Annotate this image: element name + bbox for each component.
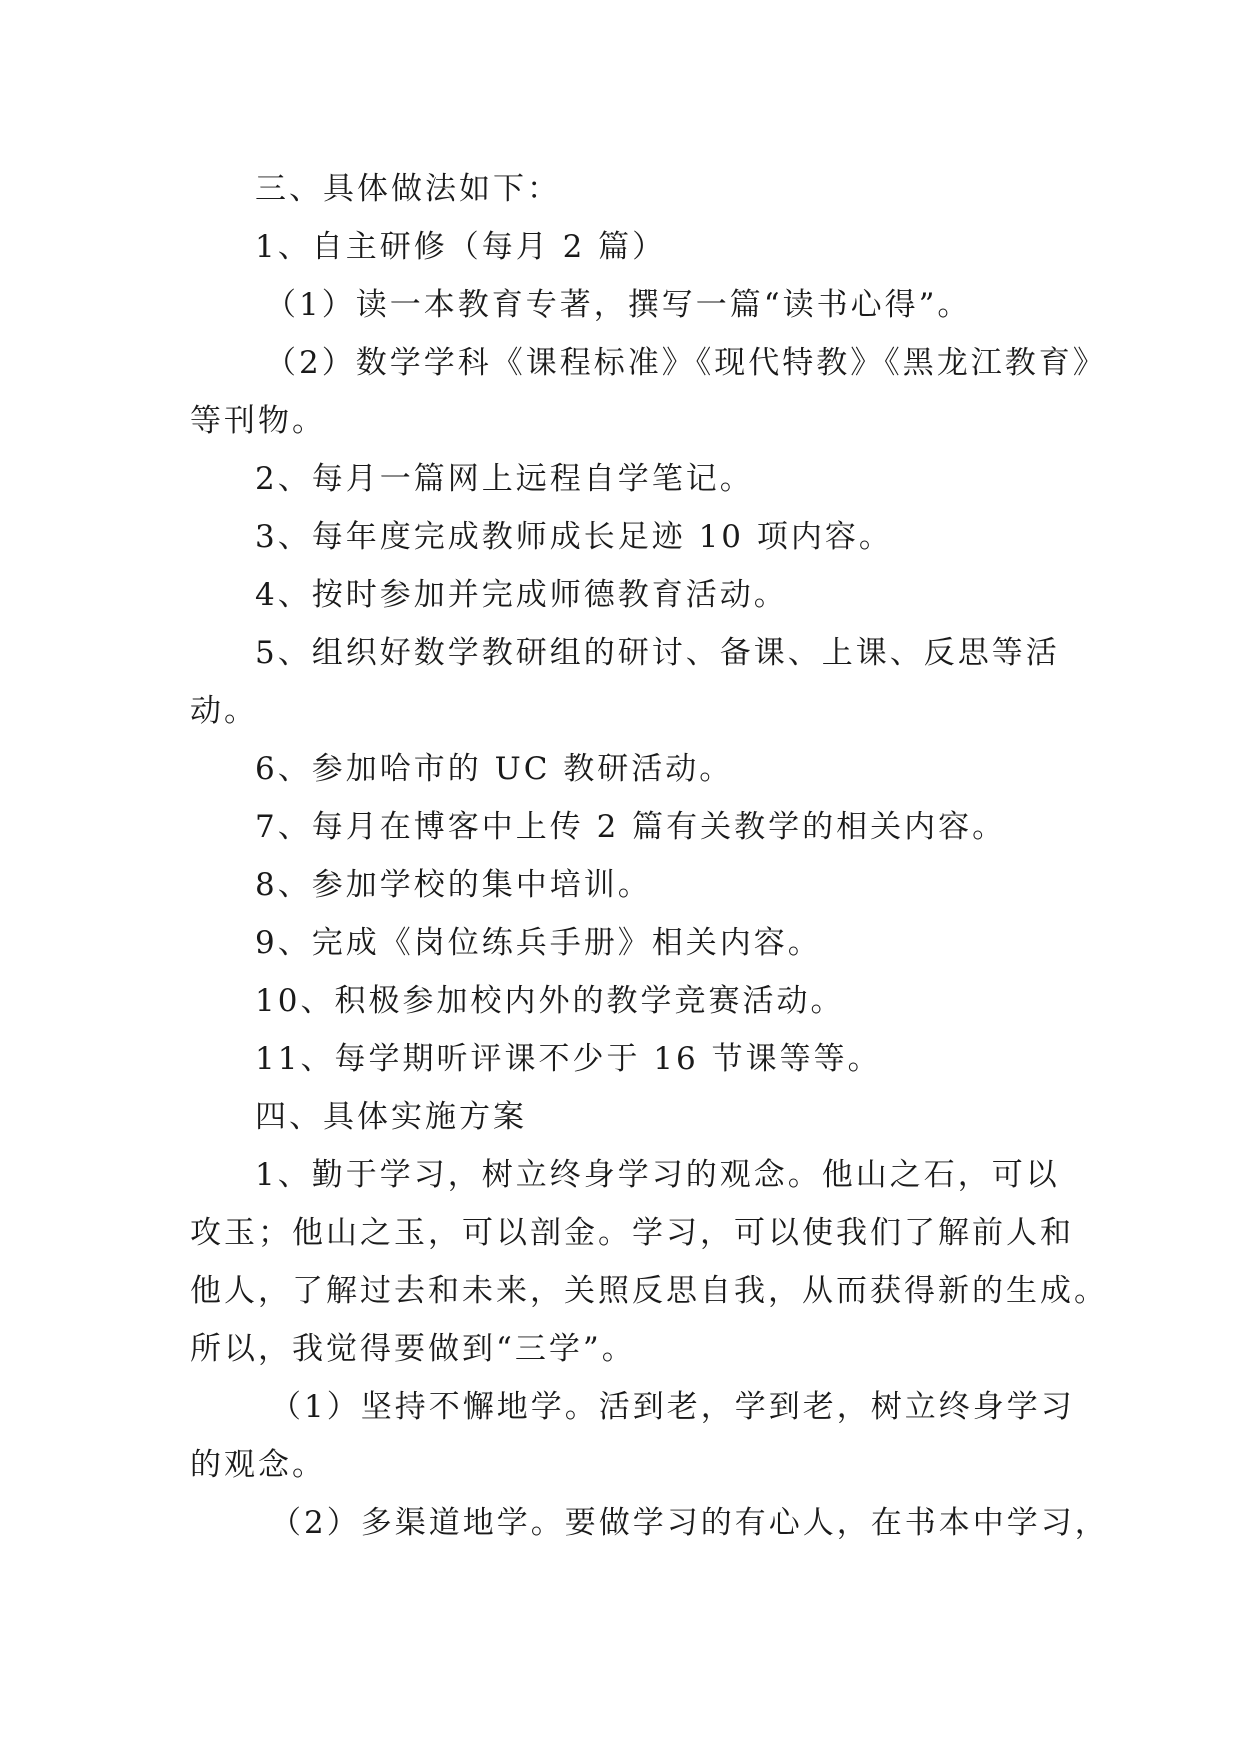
list-item: 6、参加哈市的 UC 教研活动。 xyxy=(255,751,734,787)
list-item-continued: 动。 xyxy=(190,693,258,729)
sub-list-item-continued: 等刊物。 xyxy=(190,403,326,439)
list-item: 3、每年度完成教师成长足迹 10 项内容。 xyxy=(255,519,893,555)
list-item: 2、每月一篇网上远程自学笔记。 xyxy=(255,461,754,497)
paragraph-line: 1、勤于学习，树立终身学习的观念。他山之石，可以 xyxy=(255,1157,1060,1193)
sub-list-item: （2）多渠道地学。要做学习的有心人，在书本中学习， xyxy=(270,1505,1109,1541)
document-body xyxy=(190,160,1109,1552)
section-heading-4: 四、具体实施方案 xyxy=(255,1099,527,1135)
sub-list-item: （1）坚持不懈地学。活到老，学到老，树立终身学习 xyxy=(270,1389,1075,1425)
paragraph-line: 所以，我觉得要做到“三学”。 xyxy=(190,1331,636,1367)
list-item: 8、参加学校的集中培训。 xyxy=(255,867,652,903)
list-item: 5、组织好数学教研组的研讨、备课、上课、反思等活 xyxy=(255,635,1060,671)
section-heading-3: 三、具体做法如下： xyxy=(255,171,561,207)
list-item: 11、每学期听评课不少于 16 节课等等。 xyxy=(255,1041,882,1077)
list-item: 4、按时参加并完成师德教育活动。 xyxy=(255,577,788,613)
paragraph-line: 攻玉；他山之玉，可以剖金。学习，可以使我们了解前人和 xyxy=(190,1215,1074,1251)
sub-list-item-continued: 的观念。 xyxy=(190,1447,326,1483)
list-item: 9、完成《岗位练兵手册》相关内容。 xyxy=(255,925,822,961)
paragraph-line: 他人，了解过去和未来，关照反思自我，从而获得新的生成。 xyxy=(190,1273,1108,1309)
sub-list-item: （2）数学学科《课程标准》《现代特教》《黑龙江教育》 xyxy=(265,345,1107,381)
list-item: 1、自主研修（每月 2 篇） xyxy=(255,229,667,265)
list-item: 10、积极参加校内外的教学竞赛活动。 xyxy=(255,983,845,1019)
sub-list-item: （1）读一本教育专著，撰写一篇“读书心得”。 xyxy=(265,287,972,323)
list-item: 7、每月在博客中上传 2 篇有关教学的相关内容。 xyxy=(255,809,1007,845)
